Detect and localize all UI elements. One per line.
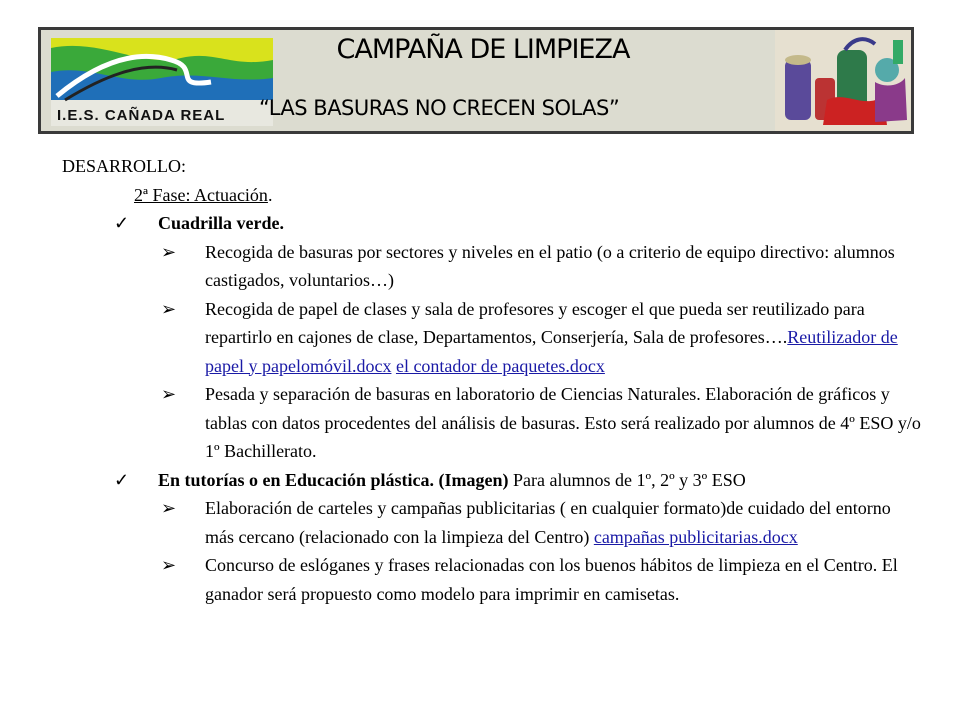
link-contador-paquetes[interactable]: el contador de paquetes.docx — [395, 355, 605, 376]
bullet-title-rest: Para alumnos de 1º, 2º y 3º ESO — [508, 469, 746, 490]
link-campanas-publicitarias[interactable]: campañas publicitarias.docx — [593, 526, 798, 547]
phase-end: . — [267, 184, 273, 205]
content — [62, 152, 922, 608]
banner-subtitle: “LAS BASURAS NO CRECEN SOLAS” — [259, 96, 620, 120]
logo-text: I.E.S. CAÑADA REAL — [57, 107, 226, 124]
item-text: Recogida de papel de clases y sala de profesores y escoger el que pueda ser reutilizado para repartirlo en cajones de clase, Departamentos, Conserjería, Sala de profesores…. — [205, 298, 865, 347]
list-item — [161, 494, 922, 551]
section-heading: DESARROLLO: — [62, 156, 187, 176]
trash-illustration — [775, 30, 911, 131]
item-text: Pesada y separación de basuras en laboratorio de Ciencias Naturales. Elaboración de gráficos y tablas con datos procedentes del análisis de basuras. Esto será realizado por alumnos de 4º ESO y/o 1º Bachillerato. — [205, 384, 921, 461]
list-item — [161, 238, 922, 295]
phase-label: 2ª Fase: Actuación — [134, 184, 268, 205]
item-text: Elaboración de carteles y campañas publicitarias ( en cualquier formato)de cuidado del entorno más cercano (relacionado con la limpieza del Centro) — [205, 498, 891, 547]
arrow-bullet-icon: ➢ — [161, 384, 177, 404]
check-icon: ✓ — [114, 213, 130, 233]
list-item — [161, 295, 922, 381]
link-reutilizador[interactable]: Reutilizador de papel y papelomóvil.docx — [205, 327, 898, 376]
item-text: Concurso de eslóganes y frases relacionadas con los buenos hábitos de limpieza en el Centro. El ganador será propuesto como modelo para imprimir en camisetas. — [205, 555, 898, 604]
bullet-tutorias — [114, 466, 922, 495]
arrow-bullet-icon: ➢ — [161, 555, 177, 575]
banner-title: CAMPAÑA DE LIMPIEZA — [336, 34, 630, 65]
phase-line — [134, 181, 922, 210]
list-item — [161, 551, 922, 608]
bullet-cuadrilla — [114, 209, 922, 238]
arrow-bullet-icon: ➢ — [161, 498, 177, 518]
check-icon: ✓ — [114, 469, 130, 490]
bullet-title: Cuadrilla verde. — [158, 213, 284, 233]
header-banner — [38, 27, 914, 134]
arrow-bullet-icon: ➢ — [161, 241, 177, 262]
bullet-title: En tutorías o en Educación plástica. (Imagen) — [158, 469, 509, 490]
item-text: Recogida de basuras por sectores y niveles en el patio (o a criterio de equipo directivo: alumnos castigados, voluntarios…) — [205, 241, 895, 290]
school-logo — [51, 38, 273, 126]
list-item — [161, 380, 922, 466]
arrow-bullet-icon: ➢ — [161, 298, 177, 319]
